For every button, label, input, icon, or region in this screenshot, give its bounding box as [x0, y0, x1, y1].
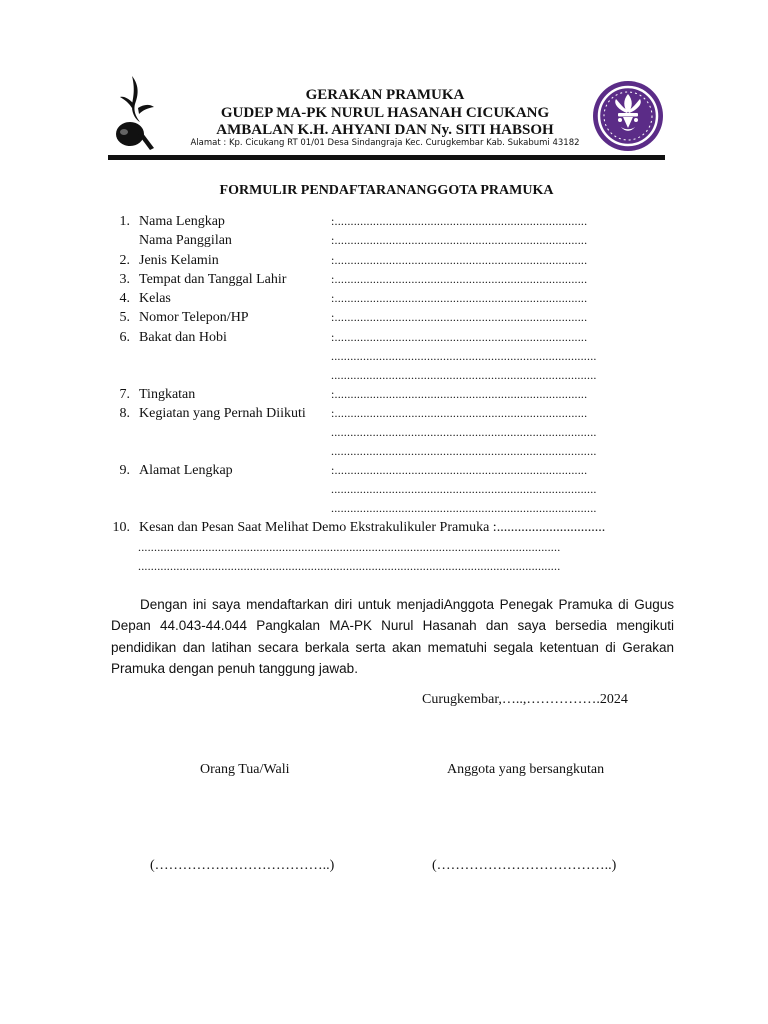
header-ambalan: AMBALAN K.H. AHYANI DAN Ny. SITI HABSOH — [216, 122, 554, 138]
field-number: 2. — [119, 253, 130, 268]
field-number: 1. — [119, 214, 130, 229]
field-input-kelas[interactable]: :............................................................................... — [331, 291, 588, 305]
field-input-kegiatan-line-2[interactable]: ................................................................................... — [331, 425, 597, 439]
field-label-kelas: Kelas — [139, 291, 171, 306]
field-number: 4. — [119, 291, 130, 306]
header-address: Alamat : Kp. Cicukang RT 01/01 Desa Sindangraja Kec. Curugkembar Kab. Sukabumi 43182 — [190, 138, 580, 148]
field-number: 5. — [119, 310, 130, 325]
field-input-nama-panggilan[interactable]: :............................................................................... — [331, 233, 588, 247]
field-number: 7. — [119, 387, 130, 402]
field-label-tingkatan: Tingkatan — [139, 387, 196, 402]
header-divider — [108, 155, 665, 160]
field-label-bakat-hobi: Bakat dan Hobi — [139, 330, 227, 345]
field-input-kesan-pesan-line-2[interactable]: .................................................................................................................................... — [138, 540, 561, 554]
field-label-kegiatan: Kegiatan yang Pernah Diikuti — [139, 406, 306, 421]
field-number: 3. — [119, 272, 130, 287]
field-input-alamat-lengkap-line-2[interactable]: ................................................................................... — [331, 482, 597, 496]
header-organization: GERAKAN PRAMUKA — [305, 87, 465, 103]
signature-label-parent: Orang Tua/Wali — [200, 762, 290, 777]
header-gudep: GUDEP MA-PK NURUL HASANAH CICUKANG — [220, 105, 550, 121]
field-label-nama-panggilan: Nama Panggilan — [139, 233, 232, 248]
field-input-kesan-pesan-line-3[interactable]: .................................................................................................................................... — [138, 559, 561, 573]
field-label-kesan-pesan[interactable]: Kesan dan Pesan Saat Melihat Demo Ekstrakulikuler Pramuka :............................... — [139, 520, 606, 535]
world-scout-emblem-icon — [592, 80, 664, 152]
signature-line-parent[interactable]: (………………………………..) — [150, 858, 335, 873]
field-input-nama-lengkap[interactable]: :............................................................................... — [331, 214, 588, 228]
field-input-jenis-kelamin[interactable]: :............................................................................... — [331, 253, 588, 267]
field-label-nomor-telepon: Nomor Telepon/HP — [139, 310, 249, 325]
place-date-line[interactable]: Curugkembar,…..,…………….2024 — [422, 692, 628, 707]
field-number: 6. — [119, 330, 130, 345]
tunas-kelapa-icon — [110, 74, 158, 152]
field-label-alamat-lengkap: Alamat Lengkap — [139, 463, 233, 478]
field-input-nomor-telepon[interactable]: :............................................................................... — [331, 310, 588, 324]
declaration-paragraph: Dengan ini saya mendaftarkan diri untuk menjadiAnggota Penegak Pramuka di Gugus Depan 44.043-44.044 Pangkalan MA-PK Nurul Hasanah dan saya bersedia mengikuti pendidikan dan latihan secara berkala serta akan mematuhi segala ketentuan di Gerakan Pramuka dengan penuh tanggung jawab. — [111, 597, 674, 676]
field-number: 10. — [112, 520, 130, 535]
field-input-bakat-hobi-line-2[interactable]: ................................................................................... — [331, 349, 597, 363]
field-input-kegiatan-line-3[interactable]: ................................................................................... — [331, 444, 597, 458]
field-input-alamat-lengkap[interactable]: :............................................................................... — [331, 463, 588, 477]
field-input-tingkatan[interactable]: :............................................................................... — [331, 387, 588, 401]
signature-label-member: Anggota yang bersangkutan — [447, 762, 605, 777]
field-input-bakat-hobi-line-3[interactable]: ................................................................................... — [331, 368, 597, 382]
field-input-bakat-hobi[interactable]: :............................................................................... — [331, 330, 588, 344]
field-label-tempat-tanggal-lahir: Tempat dan Tanggal Lahir — [139, 272, 287, 287]
form-title: FORMULIR PENDAFTARANANGGOTA PRAMUKA — [219, 183, 554, 198]
field-number: 9. — [119, 463, 130, 478]
field-label-jenis-kelamin: Jenis Kelamin — [139, 253, 219, 268]
field-input-alamat-lengkap-line-3[interactable]: ................................................................................... — [331, 501, 597, 515]
field-input-tempat-tanggal-lahir[interactable]: :............................................................................... — [331, 272, 588, 286]
field-input-kegiatan[interactable]: :............................................................................... — [331, 406, 588, 420]
field-label-nama-lengkap: Nama Lengkap — [139, 214, 225, 229]
signature-line-member[interactable]: (………………………………..) — [432, 858, 617, 873]
field-number: 8. — [119, 406, 130, 421]
